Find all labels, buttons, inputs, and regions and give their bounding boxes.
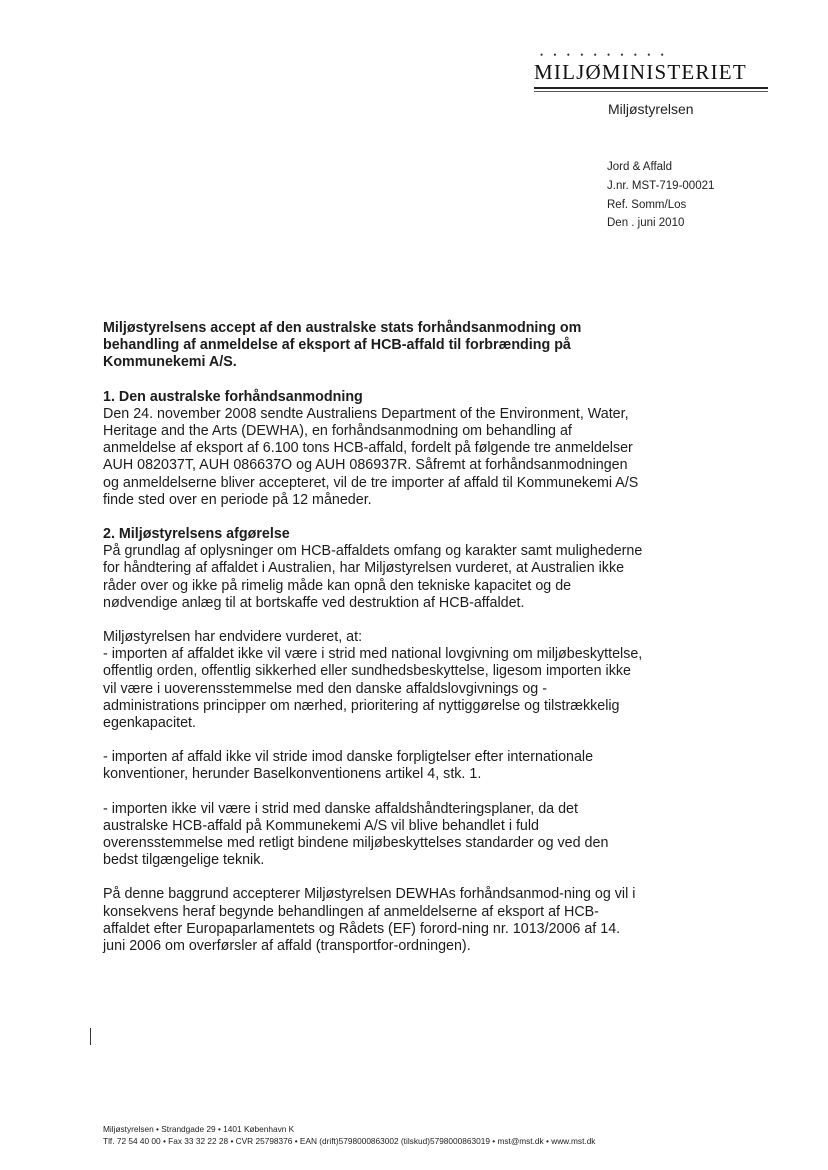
assessment-intro: Miljøstyrelsen har endvidere vurderet, at:: [103, 629, 363, 646]
logo-rule-thick: [534, 87, 768, 89]
conclusion: På denne baggrund accepterer Miljøstyrelsen DEWHAs forhåndsanmod-ning og vil i konsekvens heraf begynde behandlingen af anmeldelserne af eksport af HCB-affaldet efter Europaparlamentets og Rådets (EF) forord-ning nr. 1013/2006 af 14. juni 2006 om overførsler af affald (transportfor-ordningen).: [103, 886, 636, 955]
reference: Ref. Somm/Los: [607, 198, 687, 211]
assessment-point-3: - importen ikke vil være i strid med danske affaldshåndteringsplaner, da det australske HCB-affald på Kommunekemi A/S vil blive behandlet i fuld overensstemmelse med retligt bindene miljøbeskyttelses standarder og ved den bedst tilgængelige teknik.: [103, 800, 609, 869]
case-number: J.nr. MST-719-00021: [607, 179, 715, 192]
section2-heading: 2. Miljøstyrelsens afgørelse: [103, 526, 290, 543]
footer: [103, 1124, 595, 1147]
assessment-point-1: - importen af affaldet ikke vil være i strid med national lovgivning om miljøbeskyttelse, offentlig orden, offentlig sikkerhed eller sundhedsbeskyttelse, ligesom importen ikke vil være i uoverensstemmelse med den danske affaldslovgivnings og -administrations principper om nærhed, prioritering af nyttiggørelse og tilstrækkelig egenkapacitet.: [103, 646, 643, 732]
spacer: [103, 732, 643, 749]
section2-body: På grundlag af oplysninger om HCB-affaldets omfang og karakter samt mulighederne for håndtering af affaldet i Australien, har Miljøstyrelsen vurderet, at Australien ikke råder over og ikke på rimelig måde kan opnå den tekniske kapacitet og de nødvendige anlæg til at bortskaffe ved destruktion af HCB-affaldet.: [103, 543, 643, 611]
spacer: [103, 509, 643, 526]
letter-date: Den . juni 2010: [607, 217, 685, 230]
department: Jord & Affald: [607, 161, 672, 173]
ministry-dots: • • • • • • • • • •: [540, 50, 668, 60]
section1-heading: 1. Den australske forhåndsanmodning: [103, 388, 363, 405]
footer-contact: Tlf. 72 54 40 00 • Fax 33 32 22 28 • CVR 25798376 • EAN (drift)5798000863002 (tilskud)5798000863019 • mst@mst.dk • www.mst.dk: [103, 1135, 596, 1146]
section1-body: Den 24. november 2008 sendte Australiens Department of the Environment, Water, Heritage and the Arts (DEWHA), en forhåndsanmodning om behandling af anmeldelse af eksport af 6.100 tons HCB-affald, fordelt på følgende tre anmeldelser AUH 082037T, AUH 086637O og AUH 086937R. Såfremt at forhåndsanmodningen og anmeldelserne bliver accepteret, vil de tre importer af affald til Kommunekemi A/S finde sted over en periode på 12 måneder.: [103, 405, 639, 508]
spacer: [103, 869, 643, 886]
footer-address: Miljøstyrelsen • Strandgade 29 • 1401 København K: [103, 1124, 295, 1134]
letter-meta: [607, 158, 714, 233]
agency-name: Miljøstyrelsen: [608, 101, 694, 117]
assessment-point-2: - importen af affald ikke vil stride imod danske forpligtelser efter internationale konventioner, herunder Baselkonventionens artikel 4, stk. 1.: [103, 749, 594, 783]
spacer: [103, 784, 643, 801]
text-cursor: [90, 1028, 91, 1045]
spacer: [103, 612, 643, 629]
ministry-logo-text: MILJØMINISTERIET: [534, 60, 747, 84]
logo-rule-thin: [534, 91, 768, 92]
document-title: Miljøstyrelsens accept af den australske stats forhåndsanmodning om behandling af anmeldelse af eksport af HCB-affald til forbrænding på Kommunekemi A/S.: [103, 320, 582, 371]
letter-body: [103, 320, 643, 955]
